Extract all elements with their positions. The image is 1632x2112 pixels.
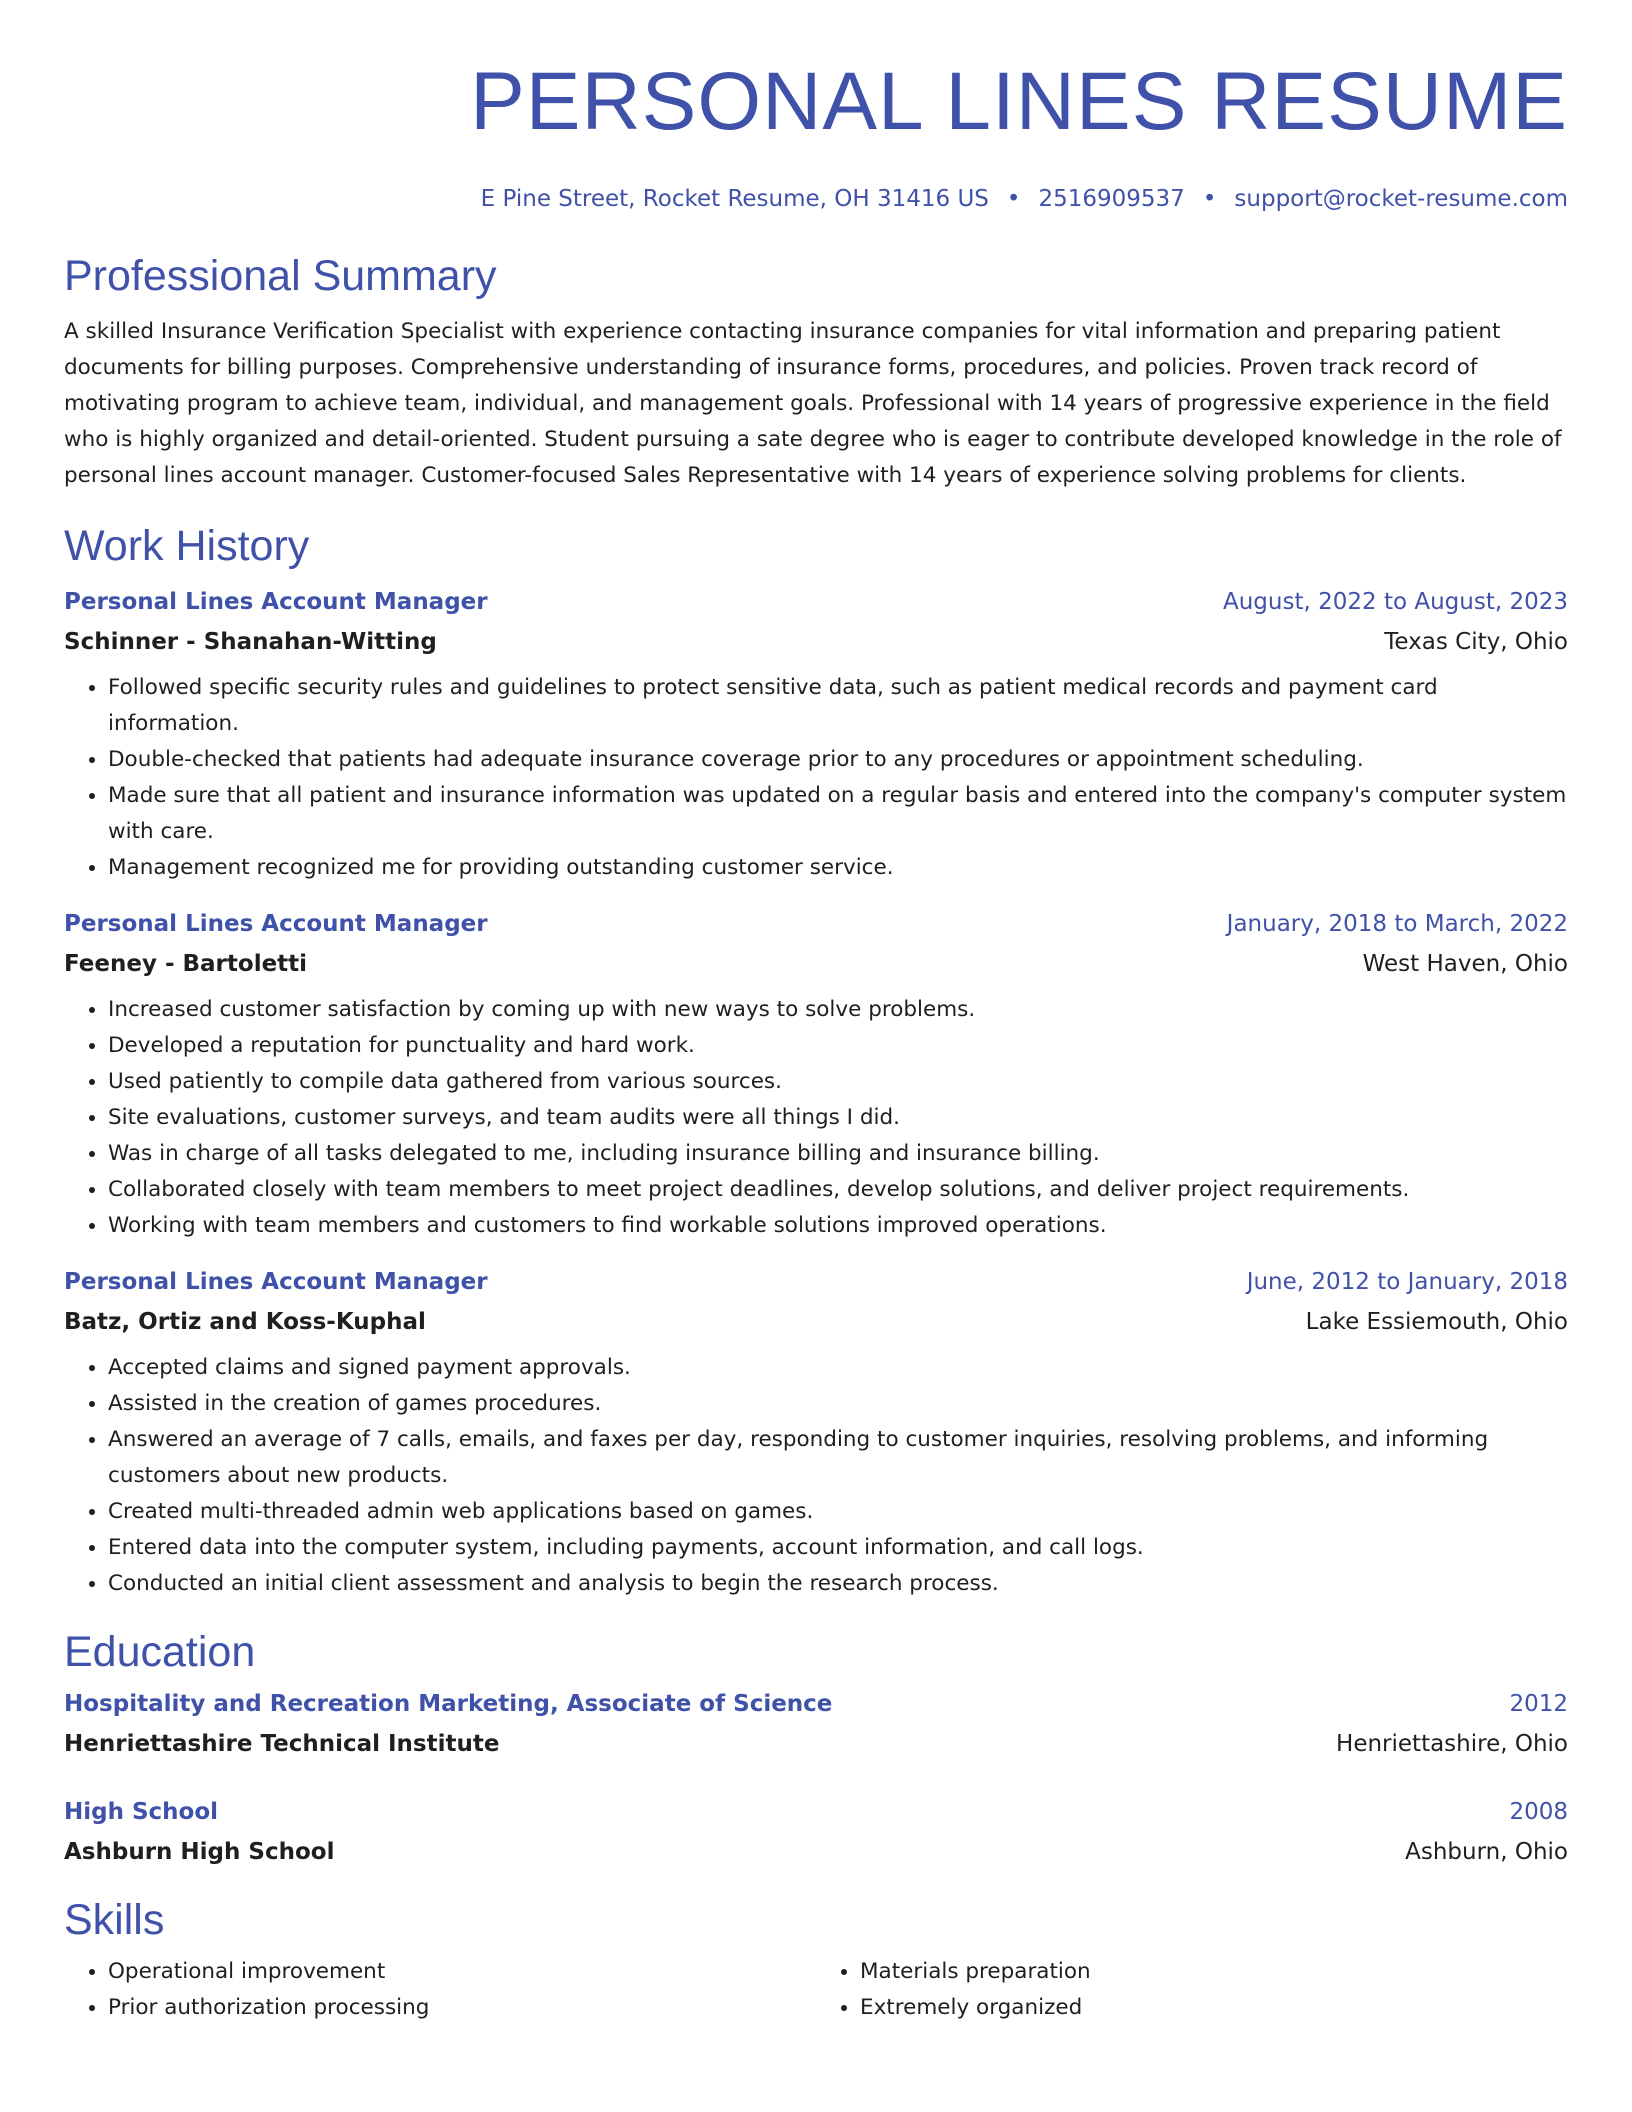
skill-item: • Prior authorization processing <box>108 1990 816 2026</box>
job-dates: August, 2022 to August, 2023 <box>1223 589 1568 615</box>
education-entry <box>64 1684 1568 1764</box>
job-bullet: • Double-checked that patients had adequate insurance coverage prior to any procedures or appointment scheduling. <box>108 742 1568 778</box>
resume-header <box>64 0 1568 216</box>
work-history-list <box>64 582 1568 1602</box>
education-degree: High School <box>64 1799 219 1825</box>
skills-list <box>64 1954 1568 2026</box>
job-bullet: • Created multi-threaded admin web applications based on games. <box>108 1494 1568 1530</box>
job-location: Lake Essiemouth, Ohio <box>1305 1309 1568 1335</box>
summary-heading: Professional Summary <box>64 252 497 300</box>
skills-heading: Skills <box>64 1896 165 1944</box>
job-entry <box>64 582 1568 886</box>
summary-text: A skilled Insurance Verification Specialist with experience contacting insurance companies for vital information and preparing patient documents for billing purposes. Comprehensive understanding of insurance forms, procedures, and policies. Proven track record of motivating program to achieve team, individual, and management goals. Professional with 14 years of progressive experience in the field who is highly organized and detail-oriented. Student pursuing a sate degree who is eager to contribute developed knowledge in the role of personal lines account manager. Customer-focused Sales Representative with 14 years of experience solving problems for clients. <box>64 319 1562 488</box>
contact-separator: • <box>1006 186 1021 212</box>
job-bullet: • Site evaluations, customer surveys, and team audits were all things I did. <box>108 1100 1568 1136</box>
job-role: Personal Lines Account Manager <box>64 911 488 937</box>
work-history-heading: Work History <box>64 522 310 570</box>
education-entry <box>64 1792 1568 1872</box>
contact-phone: 2516909537 <box>1038 186 1185 212</box>
job-dates: June, 2012 to January, 2018 <box>1246 1269 1568 1295</box>
skill-item: • Operational improvement <box>108 1954 816 1990</box>
job-entry <box>64 1262 1568 1602</box>
job-location: Texas City, Ohio <box>1384 629 1568 655</box>
job-entry <box>64 904 1568 1244</box>
job-bullet: • Assisted in the creation of games procedures. <box>108 1386 1568 1422</box>
resume-title: PERSONAL LINES RESUME <box>470 56 1568 147</box>
job-role: Personal Lines Account Manager <box>64 1269 488 1295</box>
skills-column-left <box>64 1954 816 2026</box>
job-bullet: • Was in charge of all tasks delegated to me, including insurance billing and insurance billing. <box>108 1136 1568 1172</box>
job-bullet: • Used patiently to compile data gathered from various sources. <box>108 1064 1568 1100</box>
education-year: 2008 <box>1509 1799 1568 1825</box>
job-company: Feeney - Bartoletti <box>64 951 308 977</box>
skills-column-right <box>816 1954 1568 2026</box>
job-bullet: • Followed specific security rules and guidelines to protect sensitive data, such as patient medical records and payment card information. <box>108 670 1568 742</box>
skill-item: • Extremely organized <box>860 1990 1568 2026</box>
job-bullet: • Management recognized me for providing outstanding customer service. <box>108 850 1568 886</box>
education-year: 2012 <box>1509 1691 1568 1717</box>
job-bullet: • Increased customer satisfaction by coming up with new ways to solve problems. <box>108 992 1568 1028</box>
job-bullet: • Answered an average of 7 calls, emails, and faxes per day, responding to customer inquiries, resolving problems, and informing customers about new products. <box>108 1422 1568 1494</box>
job-role: Personal Lines Account Manager <box>64 589 488 615</box>
education-degree: Hospitality and Recreation Marketing, Associate of Science <box>64 1691 833 1717</box>
job-bullets <box>64 1350 1568 1602</box>
job-bullet: • Developed a reputation for punctuality and hard work. <box>108 1028 1568 1064</box>
education-location: Henriettashire, Ohio <box>1336 1731 1568 1757</box>
job-bullet: • Accepted claims and signed payment approvals. <box>108 1350 1568 1386</box>
contact-email: support@rocket-resume.com <box>1234 186 1568 212</box>
contact-separator: • <box>1202 186 1217 212</box>
job-company: Schinner - Shanahan-Witting <box>64 629 437 655</box>
job-bullets <box>64 670 1568 886</box>
contact-line <box>64 182 1568 216</box>
job-bullet: • Conducted an initial client assessment and analysis to begin the research process. <box>108 1566 1568 1602</box>
contact-address: E Pine Street, Rocket Resume, OH 31416 US <box>480 186 989 212</box>
job-bullet: • Entered data into the computer system, including payments, account information, and call logs. <box>108 1530 1568 1566</box>
job-bullet: • Made sure that all patient and insurance information was updated on a regular basis and entered into the company's computer system with care. <box>108 778 1568 850</box>
job-company: Batz, Ortiz and Koss-Kuphal <box>64 1309 426 1335</box>
education-location: Ashburn, Ohio <box>1405 1839 1568 1865</box>
education-school: Henriettashire Technical Institute <box>64 1731 500 1757</box>
job-location: West Haven, Ohio <box>1362 951 1568 977</box>
job-bullet: • Collaborated closely with team members to meet project deadlines, develop solutions, and deliver project requirements. <box>108 1172 1568 1208</box>
education-school: Ashburn High School <box>64 1839 335 1865</box>
job-bullet: • Working with team members and customers to find workable solutions improved operations. <box>108 1208 1568 1244</box>
skill-item: • Materials preparation <box>860 1954 1568 1990</box>
job-bullets <box>64 992 1568 1244</box>
job-dates: January, 2018 to March, 2022 <box>1226 911 1568 937</box>
education-heading: Education <box>64 1628 256 1676</box>
